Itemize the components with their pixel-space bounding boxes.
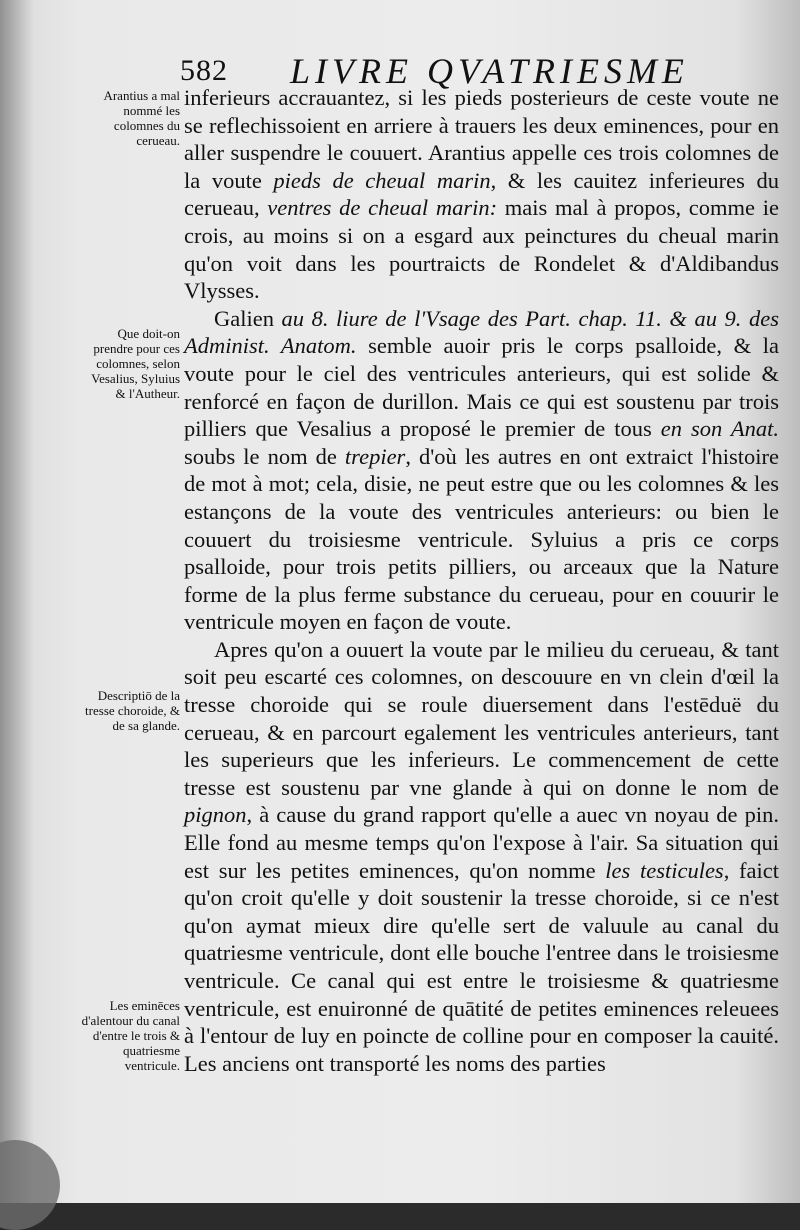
margin-note: Arantius a mal nommé les colomnes du cerueau. <box>103 88 180 148</box>
paragraph <box>184 84 779 305</box>
running-title: LIVRE QVATRIESME <box>290 51 689 91</box>
text-run: inferieurs accrauantez, si les pieds posterieurs de ceste voute ne se reflechissoient en arriere à trauers les deux eminences, pour en aller suspendre le couuert. Arantius appelle ces trois colomnes de la voute <box>184 85 779 193</box>
italic-run: pieds de cheual marin <box>273 167 491 193</box>
paragraph <box>184 305 779 636</box>
italic-run: les testicules <box>605 857 724 883</box>
text-run: , faict qu'on croit qu'elle y doit soustenir la tresse choroide, si ce n'est qu'on aymat mieux dire qu'elle sert de valuule au canal du quatriesme ventricule, dont elle bouche l'entree dans le troisiesme ventricule. Ce canal qui est entre le troisiesme & quatriesme ventricule, est enuironné de quātité de petites eminences releuees à l'entour de luy en poincte de colline pour en composer la cauité. Les anciens ont transporté les noms des parties <box>184 857 779 1076</box>
page-gutter-shadow <box>0 0 34 1203</box>
italic-run: au 8. liure de l'Vsage des Part. chap. 11. & au 9. des Administ. Anatom. <box>184 305 779 359</box>
margin-note: Que doit-on prendre pour ces colomnes, selon Vesalius, Syluius & l'Autheur. <box>91 326 180 401</box>
text-run: Galien <box>214 305 282 331</box>
main-text <box>184 84 779 1077</box>
italic-run: pignon <box>184 802 247 828</box>
italic-run: ventres de cheual marin: <box>267 195 498 221</box>
text-run: soubs le nom de <box>184 443 345 469</box>
thumb-shadow <box>0 1140 60 1230</box>
text-run: semble auoir pris le corps psalloide, & la voute pour le ciel des ventricules anterieurs, qui est solide & renforcé en façon de durillon. Mais ce qui est soustenu par trois pilliers que Vesalius a proposé le premier de tous <box>184 333 779 442</box>
text-run: Apres qu'on a ouuert la voute par le milieu du cerueau, & tant soit peu escarté ces colomnes, on descouure en vn clein d'œil la tresse choroide qui se roule diuersement dans l'estēduë du cerueau, & en parcourt egalement les ventricules anterieurs, tant les superieurs que les inferieurs. Le commencement de cette tresse est soustenu par vne glande à qui on donne le nom de <box>184 636 779 800</box>
italic-run: trepier <box>344 443 406 469</box>
page-number: 582 <box>180 54 228 87</box>
margin-note: Descriptiō de la tresse choroide, & de sa glande. <box>85 688 180 733</box>
italic-run: en son Anat. <box>660 416 779 442</box>
text-run: , à cause du grand rapport qu'elle a auec vn noyau de pin. Elle fond au mesme temps qu'on l'expose à l'air. Sa situation qui est sur les petites eminences, qu'on nomme <box>184 802 779 883</box>
text-run: , & les cauitez inferieures du cerueau, <box>184 167 779 221</box>
text-run: , d'où les autres en ont extraict l'histoire de mot à mot; cela, disie, ne peut estre que ou les colomnes & les estançons de la voute des ventricules anterieurs: ou bien le couuert du troisiesme ventricule. Syluius a pris ce corps psalloide, pour trois petits pilliers, ou arceaux que la Nature forme de la plus ferme substance du cerueau, pour en couurir le ventricule moyen en façon de voute. <box>184 443 779 635</box>
text-run: mais mal à propos, comme ie crois, au moins si on a esgard aux peinctures du cheual marin qu'on voit dans les pourtraicts de Rondelet & d'Aldibandus Vlysses. <box>184 195 779 304</box>
paragraph <box>184 636 779 1078</box>
margin-note: Les eminēces d'alentour du canal d'entre le trois & quatriesme ventricule. <box>81 998 180 1073</box>
